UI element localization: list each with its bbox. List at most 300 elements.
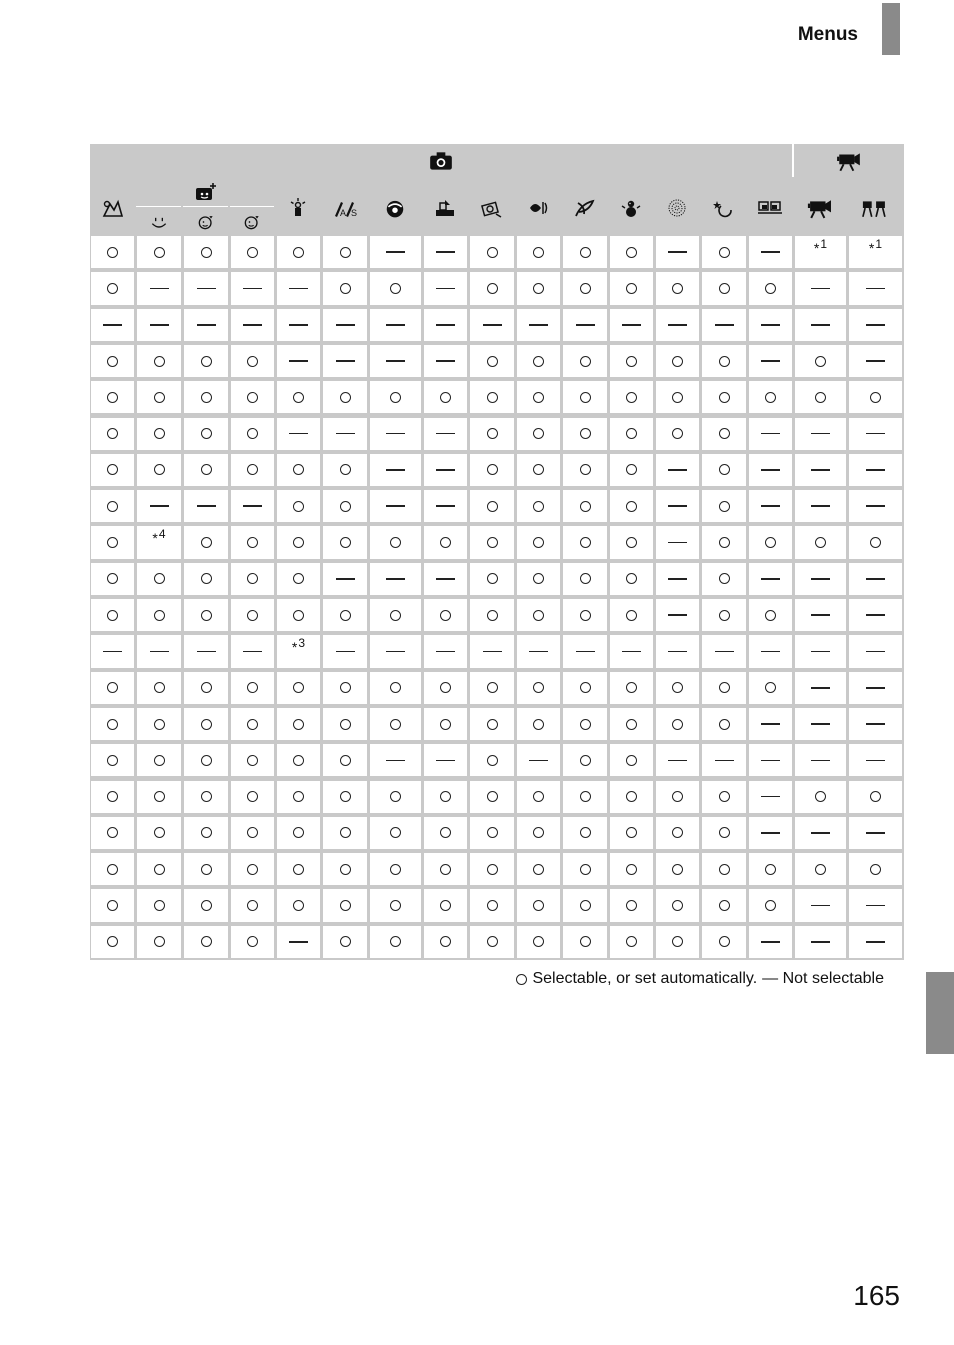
selectable-circle-icon (340, 610, 351, 621)
selectable-circle-icon (247, 791, 258, 802)
not-selectable-dash (668, 542, 687, 544)
selectable-circle-icon (533, 719, 544, 730)
table-cell (184, 526, 228, 558)
page-number: 165 (853, 1280, 900, 1311)
selectable-circle-icon (107, 791, 118, 802)
table-cell (517, 272, 560, 304)
selectable-circle-icon (765, 537, 776, 548)
table-cell (323, 672, 367, 704)
table-cell (517, 817, 560, 849)
not-selectable-dash (386, 578, 405, 580)
selectable-circle-icon (719, 283, 730, 294)
not-selectable-dash (436, 469, 455, 471)
table-cell (795, 853, 846, 885)
not-selectable-dash (668, 578, 687, 580)
not-selectable-dash (668, 324, 687, 326)
selectable-circle-icon (293, 501, 304, 512)
selectable-circle-icon (580, 247, 591, 258)
selectable-circle-icon (626, 755, 637, 766)
table-cell (184, 599, 228, 631)
selectable-circle-icon (719, 501, 730, 512)
table-cell (277, 889, 320, 921)
not-selectable-dash (436, 433, 455, 435)
table-cell (795, 490, 846, 522)
table-cell (749, 672, 792, 704)
selectable-circle-icon (340, 864, 351, 875)
table-cell (231, 418, 274, 450)
selectable-circle-icon (719, 537, 730, 548)
not-selectable-dash (866, 505, 885, 507)
footnote-reference: * 3 (291, 636, 306, 656)
not-selectable-dash (761, 360, 780, 362)
table-cell (470, 635, 514, 667)
table-cell (656, 454, 699, 486)
selectable-circle-icon (440, 864, 451, 875)
table-cell (277, 490, 320, 522)
selectable-circle-icon (154, 247, 165, 258)
not-selectable-dash (150, 324, 169, 326)
table-cell (849, 853, 902, 885)
scene-scn-column-header (90, 179, 134, 236)
table-cell (137, 817, 181, 849)
selectable-circle-icon (626, 936, 637, 947)
table-cell (610, 889, 653, 921)
not-selectable-dash (715, 651, 734, 653)
table-cell (795, 672, 846, 704)
not-selectable-dash (436, 505, 455, 507)
table-cell (184, 672, 228, 704)
movie-color-swap-icon (855, 197, 895, 219)
table-cell (795, 708, 846, 740)
table-cell (656, 309, 699, 341)
selectable-circle-icon (247, 719, 258, 730)
table-cell (517, 490, 560, 522)
table-cell (323, 744, 367, 776)
table-cell (563, 272, 607, 304)
table-cell (795, 563, 846, 595)
table-cell (470, 853, 514, 885)
table-cell (563, 889, 607, 921)
table-cell (370, 599, 421, 631)
still-camera-icon (428, 150, 454, 172)
not-selectable-dash (811, 832, 830, 834)
table-cell (231, 490, 274, 522)
selectable-circle-icon (580, 428, 591, 439)
table-cell (424, 563, 467, 595)
table-cell (137, 781, 181, 813)
not-selectable-dash (811, 288, 830, 290)
table-cell (656, 236, 699, 268)
table-cell (370, 926, 421, 958)
fisheye-icon (375, 197, 415, 219)
table-cell (795, 781, 846, 813)
svg-text:S: S (350, 207, 357, 218)
table-cell (849, 309, 902, 341)
selectable-circle-icon (626, 537, 637, 548)
selectable-circle-icon (247, 537, 258, 548)
selectable-circle-icon (340, 791, 351, 802)
table-cell (517, 454, 560, 486)
not-selectable-dash (866, 760, 885, 762)
table-cell (137, 672, 181, 704)
table-cell (656, 418, 699, 450)
selectable-circle-icon (247, 392, 258, 403)
selectable-circle-icon (201, 464, 212, 475)
table-cell (370, 563, 421, 595)
table-cell (563, 926, 607, 958)
not-selectable-dash (761, 324, 780, 326)
table-cell (137, 926, 181, 958)
table-cell (91, 599, 134, 631)
table-cell (277, 309, 320, 341)
selectable-circle-icon (719, 864, 730, 875)
face-self-timer-icon (193, 181, 217, 203)
table-cell (563, 563, 607, 595)
selectable-circle-icon (107, 827, 118, 838)
selectable-circle-icon (870, 537, 881, 548)
table-cell (849, 236, 902, 268)
legend-not-selectable-text: — Not selectable (762, 970, 884, 987)
not-selectable-dash (811, 651, 830, 653)
selectable-circle-icon (815, 864, 826, 875)
selectable-circle-icon (672, 791, 683, 802)
table-cell (656, 526, 699, 558)
not-selectable-dash (197, 505, 216, 507)
table-cell (424, 454, 467, 486)
table-cell (137, 272, 181, 304)
table-cell (277, 744, 320, 776)
selectable-circle-icon (247, 682, 258, 693)
table-cell (277, 672, 320, 704)
table-cell (370, 309, 421, 341)
table-cell (184, 635, 228, 667)
table-cell (91, 708, 134, 740)
selectable-circle-icon (719, 791, 730, 802)
stitch-assist-column-header (748, 179, 792, 236)
selectable-circle-icon (516, 974, 527, 985)
selectable-circle-icon (154, 682, 165, 693)
selectable-circle-icon (340, 392, 351, 403)
table-cell (795, 889, 846, 921)
not-selectable-dash (811, 324, 830, 326)
selectable-circle-icon (533, 610, 544, 621)
table-cell (795, 381, 846, 413)
selectable-circle-icon (201, 247, 212, 258)
not-selectable-dash (243, 288, 262, 290)
table-cell (277, 418, 320, 450)
table-cell (610, 236, 653, 268)
table-cell (517, 853, 560, 885)
table-cell (184, 454, 228, 486)
selectable-circle-icon (533, 464, 544, 475)
table-cell (795, 635, 846, 667)
table-cell (517, 381, 560, 413)
table-cell (231, 708, 274, 740)
table-cell (563, 454, 607, 486)
not-selectable-dash (761, 941, 780, 943)
table-cell (470, 381, 514, 413)
selectable-circle-icon (487, 247, 498, 258)
table-cell (184, 309, 228, 341)
table-cell (702, 853, 746, 885)
not-selectable-dash (289, 360, 308, 362)
table-cell (749, 454, 792, 486)
table-cell (849, 635, 902, 667)
selectable-circle-icon (626, 573, 637, 584)
not-selectable-dash (150, 505, 169, 507)
selectable-circle-icon (487, 682, 498, 693)
selectable-circle-icon (390, 537, 401, 548)
table-cell (749, 926, 792, 958)
selectable-circle-icon (293, 719, 304, 730)
selectable-circle-icon (201, 428, 212, 439)
not-selectable-dash (866, 360, 885, 362)
selectable-circle-icon (107, 392, 118, 403)
table-cell (424, 926, 467, 958)
selectable-circle-icon (626, 283, 637, 294)
fireworks-column-header (655, 179, 699, 236)
table-cell (370, 708, 421, 740)
table-cell (231, 563, 274, 595)
selectable-circle-icon (107, 755, 118, 766)
table-cell (656, 345, 699, 377)
table-cell (563, 781, 607, 813)
not-selectable-dash (811, 723, 830, 725)
not-selectable-dash (761, 251, 780, 253)
not-selectable-dash (150, 288, 169, 290)
stitch-assist-icon (758, 197, 782, 219)
table-cell (184, 853, 228, 885)
table-cell (91, 526, 134, 558)
table-cell (517, 236, 560, 268)
table-cell (470, 889, 514, 921)
selectable-circle-icon (201, 610, 212, 621)
selectable-circle-icon (107, 247, 118, 258)
selectable-circle-icon (247, 573, 258, 584)
table-cell (702, 635, 746, 667)
table-cell (749, 563, 792, 595)
selectable-circle-icon (340, 537, 351, 548)
not-selectable-dash (668, 469, 687, 471)
not-selectable-dash (811, 469, 830, 471)
table-cell (795, 418, 846, 450)
table-cell (91, 490, 134, 522)
table-cell (795, 526, 846, 558)
color-accent-swap-icon (333, 197, 357, 219)
section-title: Menus (797, 24, 858, 45)
table-cell (137, 381, 181, 413)
table-cell (702, 490, 746, 522)
selectable-circle-icon (533, 283, 544, 294)
table-cell (277, 853, 320, 885)
selectable-circle-icon (340, 247, 351, 258)
not-selectable-dash (622, 651, 641, 653)
legend (516, 970, 884, 988)
not-selectable-dash (289, 324, 308, 326)
selectable-circle-icon (154, 827, 165, 838)
not-selectable-dash (715, 324, 734, 326)
selectable-circle-icon (719, 682, 730, 693)
not-selectable-dash (715, 760, 734, 762)
selectable-circle-icon (247, 900, 258, 911)
table-cell (137, 708, 181, 740)
table-cell (424, 490, 467, 522)
fireworks-icon (665, 197, 689, 219)
selectable-circle-icon (107, 283, 118, 294)
table-cell (849, 926, 902, 958)
table-cell (849, 454, 902, 486)
table-cell (517, 309, 560, 341)
table-cell (656, 672, 699, 704)
section-tab-marker (882, 3, 900, 55)
not-selectable-dash (668, 651, 687, 653)
selectable-circle-icon (390, 827, 401, 838)
not-selectable-dash (386, 433, 405, 435)
table-cell (323, 708, 367, 740)
table-cell (323, 418, 367, 450)
table-cell (749, 781, 792, 813)
selectable-circle-icon (487, 719, 498, 730)
toy-camera-icon (480, 197, 504, 219)
selectable-circle-icon (719, 719, 730, 730)
selectable-circle-icon (815, 356, 826, 367)
selectable-circle-icon (340, 464, 351, 475)
table-cell (184, 381, 228, 413)
selectable-circle-icon (719, 610, 730, 621)
selectable-circle-icon (580, 573, 591, 584)
table-cell (370, 889, 421, 921)
table-cell (849, 599, 902, 631)
table-cell (749, 635, 792, 667)
table-cell (656, 817, 699, 849)
table-cell (702, 272, 746, 304)
table-cell (323, 635, 367, 667)
table-cell (231, 381, 274, 413)
table-cell (370, 817, 421, 849)
table-cell (470, 672, 514, 704)
selectable-circle-icon (815, 392, 826, 403)
table-cell (610, 345, 653, 377)
movie-standard-column-header (794, 179, 846, 236)
table-cell (702, 563, 746, 595)
table-cell (749, 599, 792, 631)
selectable-circle-icon (390, 900, 401, 911)
table-cell (231, 926, 274, 958)
table-cell (91, 563, 134, 595)
table-cell (656, 599, 699, 631)
not-selectable-dash (436, 651, 455, 653)
not-selectable-dash (436, 251, 455, 253)
table-cell (749, 309, 792, 341)
table-cell (656, 708, 699, 740)
table-cell (277, 272, 320, 304)
selectable-circle-icon (390, 392, 401, 403)
table-cell (470, 744, 514, 776)
table-cell (610, 708, 653, 740)
selectable-circle-icon (440, 719, 451, 730)
table-cell (184, 744, 228, 776)
selectable-circle-icon (580, 392, 591, 403)
table-cell (137, 563, 181, 595)
table-cell (184, 563, 228, 595)
selectable-circle-icon (340, 719, 351, 730)
not-selectable-dash (761, 651, 780, 653)
table-cell (91, 418, 134, 450)
table-cell (424, 781, 467, 813)
table-cell (370, 672, 421, 704)
selectable-circle-icon (580, 501, 591, 512)
not-selectable-dash (386, 469, 405, 471)
selectable-circle-icon (390, 610, 401, 621)
selectable-circle-icon (154, 755, 165, 766)
selectable-circle-icon (626, 827, 637, 838)
not-selectable-dash (761, 505, 780, 507)
table-cell (424, 853, 467, 885)
svg-text:A: A (339, 207, 346, 218)
table-cell (849, 490, 902, 522)
selectable-circle-icon (293, 573, 304, 584)
selectable-circle-icon (107, 682, 118, 693)
table-cell (370, 236, 421, 268)
selectable-circle-icon (154, 864, 165, 875)
not-selectable-dash (243, 505, 262, 507)
table-cell (277, 708, 320, 740)
table-cell (656, 563, 699, 595)
wink-timer-column-header (183, 206, 228, 237)
not-selectable-dash (866, 433, 885, 435)
table-cell (231, 817, 274, 849)
selectable-circle-icon (390, 719, 401, 730)
selectable-circle-icon (487, 392, 498, 403)
footnote-reference: * 4 (152, 527, 166, 547)
not-selectable-dash (811, 433, 830, 435)
table-cell (323, 309, 367, 341)
not-selectable-dash (866, 941, 885, 943)
foliage-icon (573, 197, 597, 219)
selectable-circle-icon (293, 392, 304, 403)
not-selectable-dash (811, 687, 830, 689)
selectable-circle-icon (201, 936, 212, 947)
not-selectable-dash (866, 288, 885, 290)
table-cell (749, 708, 792, 740)
table-cell (702, 744, 746, 776)
selectable-circle-icon (293, 755, 304, 766)
selectable-circle-icon (765, 900, 776, 911)
table-cell (184, 708, 228, 740)
selectable-circle-icon (487, 464, 498, 475)
table-cell (517, 526, 560, 558)
selectable-circle-icon (201, 719, 212, 730)
selectable-circle-icon (201, 537, 212, 548)
selectable-circle-icon (719, 392, 730, 403)
movie-standard-icon (800, 197, 840, 219)
table-cell (610, 599, 653, 631)
table-cell (137, 599, 181, 631)
table-cell (470, 490, 514, 522)
selectable-circle-icon (580, 755, 591, 766)
table-cell (702, 889, 746, 921)
table-cell (656, 490, 699, 522)
table-cell (470, 708, 514, 740)
selectable-circle-icon (626, 464, 637, 475)
group-divider (792, 144, 794, 177)
selectable-circle-icon (487, 827, 498, 838)
table-cell (470, 236, 514, 268)
table-cell (610, 635, 653, 667)
selectable-circle-icon (672, 719, 683, 730)
not-selectable-dash (811, 941, 830, 943)
still-image-mode-group-header (90, 144, 792, 177)
